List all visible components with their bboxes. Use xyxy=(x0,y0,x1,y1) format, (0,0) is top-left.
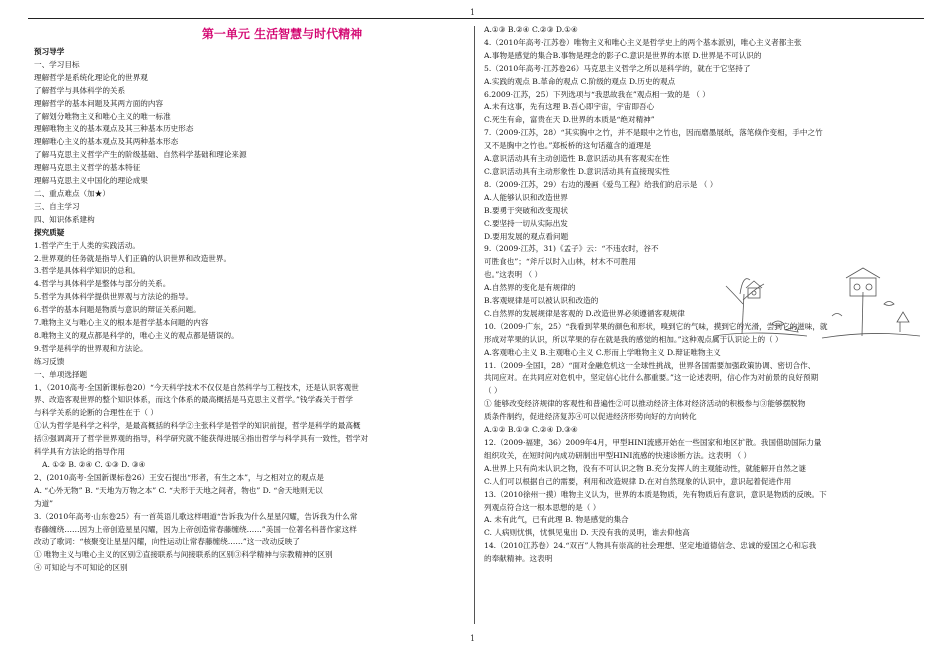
text-line: A.世界上只有尚未认识之物，没有不可认识之物 B.充分发挥人的主观能动性，就能解开自然之谜 xyxy=(484,463,807,473)
text-line: 2、(2010高考·全国新课标卷26）王安石提出“形者，有生之本”，与之相对立的观点是 xyxy=(34,472,324,482)
text-line: 了解划分唯物主义和唯心主义的唯一标准 xyxy=(34,111,171,121)
text-line: （ ） xyxy=(484,386,502,396)
text-line: 8.（2009·江苏，29）右边的漫画《爱鸟工程》给我们的启示是 （ ） xyxy=(484,179,718,189)
text-line: 14.（2010江苏卷）24.“双百”人物具有崇高的社会理想、坚定地道德信念、忠诚的爱国之心和忘我 xyxy=(484,541,817,551)
text-line: ①认为哲学是科学之科学，是最高概括的科学②主张科学是哲学的知识前提，哲学是科学的最高概 xyxy=(34,421,361,431)
text-line: 13.（2010徐州一摸）唯物主义认为，世界的本质是物质，先有物质后有意识，意识是物质的反映。下 xyxy=(484,489,827,499)
text-line: 预习导学 xyxy=(34,47,65,56)
text-line: A.客观唯心主义 B.主观唯心主义 C.形而上学唯物主义 D.辩证唯物主义 xyxy=(484,347,721,357)
text-line: 6.哲学的基本问题是物质与意识的辩证关系问题。 xyxy=(34,305,201,315)
text-line: 4.哲学与具体科学是整体与部分的关系。 xyxy=(34,279,171,289)
text-line: C.要坚持一切从实际出发 xyxy=(484,218,568,228)
unit-title: 第一单元 生活智慧与时代精神 xyxy=(201,27,363,41)
header-rule xyxy=(28,18,924,19)
text-line: 探究质疑 xyxy=(34,227,65,237)
text-line: 列观点符合这一根本思想的是（ ） xyxy=(484,502,601,512)
text-line: 7.（2009·江苏，28）“其实胸中之竹，并不是眼中之竹也，因而磨墨展纸，落笔倏作变相，手中之竹 xyxy=(484,128,823,138)
column-divider xyxy=(474,26,475,624)
text-line: 1、（2010高考·全国新课标卷20）“今天科学技术不仅仅是自然科学与工程技术，还是认识客观世 xyxy=(34,382,359,392)
text-line: 5.（2010年高考·江苏卷26）马克思主义哲学之所以是科学的，就在于它坚持了 xyxy=(484,63,751,73)
text-line: 质条件制约，促进经济复苏④可以促进经济形势向好的方向转化 xyxy=(484,412,697,422)
text-line: 也。”这表明 （ ） xyxy=(484,270,543,280)
text-line: 了解哲学与具体科学的关系 xyxy=(34,85,126,95)
text-line: ① 唯物主义与唯心主义的区别②直接联系与间接联系的区别③科学精神与宗教精神的区别 xyxy=(34,550,333,560)
text-line: 理解马克思主义中国化的理论成果 xyxy=(34,176,148,186)
text-line: 形成对苹果的认识，所以苹果的存在就是我的感觉的相加。”这种观点属于认识论上的（ ） xyxy=(484,334,783,344)
text-line: A.自然界的变化是有规律的 xyxy=(484,283,576,293)
text-line: 9.哲学是科学的世界观和方法论。 xyxy=(34,343,148,353)
text-line: 四、知识体系建构 xyxy=(34,214,95,224)
text-line: C.人们可以根据自己的需要，利用和改造规律 D.在对自然现象的认识中，意识起着促进作用 xyxy=(484,476,792,486)
text-line: 改动了歌词：“核聚变让星星闪耀，向性运动让常春藤缠绕……”这一改动反映了 xyxy=(34,537,300,547)
text-line: 10.（2009·广东，25）“我看到苹果的颜色和形状，嗅到它的气味，摸到它的光滑，尝到它的滋味，就 xyxy=(484,321,828,331)
text-line: 了解马克思主义哲学产生的阶级基础、自然科学基础和理论来源 xyxy=(34,150,247,160)
text-line: A.事物是感觉的集合B.事物是理念的影子C.意识是世界的本原 D.世界是不可认识的 xyxy=(484,50,762,60)
text-line: 4.（2010年高考·江苏卷）唯物主义和唯心主义是哲学史上的两个基本派别，唯心主义者都主张 xyxy=(484,37,802,47)
text-line: C.意识活动具有主动形象性 D.意识活动具有直接现实性 xyxy=(484,166,670,176)
text-line: A.①② B.①③ C.②④ D.③④ xyxy=(484,425,578,435)
page-number-bottom: 1 xyxy=(470,634,476,643)
text-line: 理解马克思主义哲学的基本特征 xyxy=(34,163,141,173)
text-line: 11.（2009·全国Ⅰ，28）“面对金融危机这一全球性挑战，世界各国需要加强政策协调、密切合作、 xyxy=(484,360,816,370)
text-line: 理解唯物主义的基本观点及其三种基本历史形态 xyxy=(34,124,194,134)
text-line: 理解哲学是系统化理论化的世界观 xyxy=(34,72,148,82)
text-line: 一、单项选择题 xyxy=(34,369,88,379)
text-line: 科学具有方法论的指导作用 xyxy=(34,447,126,457)
text-line: ① 能够改变经济规律的客观性和普遍性②可以推动经济主体对经济活动的积极参与③能够摆脱物 xyxy=(484,399,806,409)
text-line: 组织攻关，在短时间内成功研制出甲型HINI流感的快速诊断方法。这表明 （ ） xyxy=(484,450,752,460)
text-line: 三、自主学习 xyxy=(34,201,80,211)
text-line: 理解哲学的基本问题及其两方面的内容 xyxy=(34,98,164,108)
text-line: A.未有这事，先有这理 B.吾心即宇宙，宇宙即吾心 xyxy=(484,102,655,112)
text-line: 理解唯心主义的基本观点及其两种基本形态 xyxy=(34,137,179,147)
text-line: 可胜食也”；“斧斤以时入山林，材木不可胜用 xyxy=(484,257,637,267)
text-line: 括③强调离开了哲学世界观的指导，科学研究就不能获得进展④指出哲学与科学具有一致性，哲学对 xyxy=(34,434,369,444)
text-line: B.客观规律是可以被认识和改造的 xyxy=(484,296,599,306)
text-line: 7.唯物主义与唯心主义的根本是哲学基本问题的内容 xyxy=(34,318,209,328)
text-line: 界、改造客观世界的整个知识体系，而这个体系的最高概括是马克思主义哲学。”钱学森关于哲学 xyxy=(34,395,354,405)
text-line: 又不是胸中之竹也。”郑板桥的这句话蕴含的道理是 xyxy=(484,141,652,151)
text-line: 12.（2009·福建，36）2009年4月，甲型HINI流感开始在一些国家和地区扩散。我国借助国际力量 xyxy=(484,438,822,447)
text-line: D.要用发展的观点看问题 xyxy=(484,231,569,241)
text-line: 3.（2010年高考·山东卷25）有一首英语儿歌这样唱道“告诉我为什么星星闪耀，告诉我为什么常 xyxy=(34,511,358,521)
text-line: A. “心外无物” B. “天地为万物之本” C. “夫形于天地之间者，物也” D. “舍天地则无以 xyxy=(34,485,323,495)
text-line: 练习反馈 xyxy=(34,356,65,366)
text-line: 3.哲学是具体科学知识的总和。 xyxy=(34,266,140,276)
text-line: 共同应对。在共同应对危机中，坚定信心比什么都重要。”这一论述表明，信心作为对前景的良好预期 xyxy=(484,373,819,383)
text-line: 6.2009·江苏，25）下列选项与“我思故我在”观点相一致的是 （ ） xyxy=(484,89,710,99)
text-line: C. 人病则忧惧，忧惧见鬼出 D. 天没有我的灵明，谁去仰他高 xyxy=(484,528,690,538)
left-text-lines xyxy=(34,46,470,575)
text-line: A.意识活动具有主动创造性 B.意识活动具有客观实在性 xyxy=(484,154,670,164)
text-line: C.死生有命，富贵在天 D.世界的本质是“绝对精神” xyxy=(484,115,655,125)
text-line: 春藤缠绕……因为上帝创造星星闪耀，因为上帝创造常春藤缠绕……”美国一位著名科普作家这样 xyxy=(34,524,357,534)
text-line: 二、重点难点（加★） xyxy=(34,188,110,198)
text-line: ④ 可知论与不可知论的区别 xyxy=(34,563,128,573)
text-line: B.要勇于突破和改变现状 xyxy=(484,205,568,215)
text-line: 的奉献精神。这表明 xyxy=(484,554,553,564)
text-line: A.实践的观点 B.革命的观点 C.阶级的观点 D.历史的观点 xyxy=(484,76,676,86)
bird-project-cartoon xyxy=(712,264,922,344)
text-line: A.人能够认识和改造世界 xyxy=(484,192,568,202)
left-column xyxy=(34,24,470,575)
text-line: 9.（2009·江苏，31)《孟子》云：“不违农时，谷不 xyxy=(484,244,659,254)
text-line: 8.唯物主义的观点都是科学的，唯心主义的观点都是错误的。 xyxy=(34,330,239,340)
text-line: 2.世界观的任务就是指导人们正确的认识世界和改造世界。 xyxy=(34,253,232,263)
text-line: A.①③ B.②④ C.②③ D.①④ xyxy=(484,25,578,34)
text-line: A. 未有此气，已有此理 B. 物是感觉的集合 xyxy=(484,515,629,525)
page-number-top: 1 xyxy=(470,8,476,17)
text-line: 为道” xyxy=(34,498,54,508)
text-line: 与科学关系的论断的合理性在于（ ） xyxy=(34,408,158,418)
text-line: 一、学习目标 xyxy=(34,59,80,69)
text-line: 5.哲学为具体科学提供世界观与方法论的指导。 xyxy=(34,292,194,302)
text-line: C.自然界的发展规律是客观的 D.改造世界必须遵循客观规律 xyxy=(484,308,685,318)
text-line: 1.哲学产生于人类的实践活动。 xyxy=(34,240,140,250)
text-line: A. ①② B. ②④ C. ①③ D. ③④ xyxy=(42,460,146,469)
